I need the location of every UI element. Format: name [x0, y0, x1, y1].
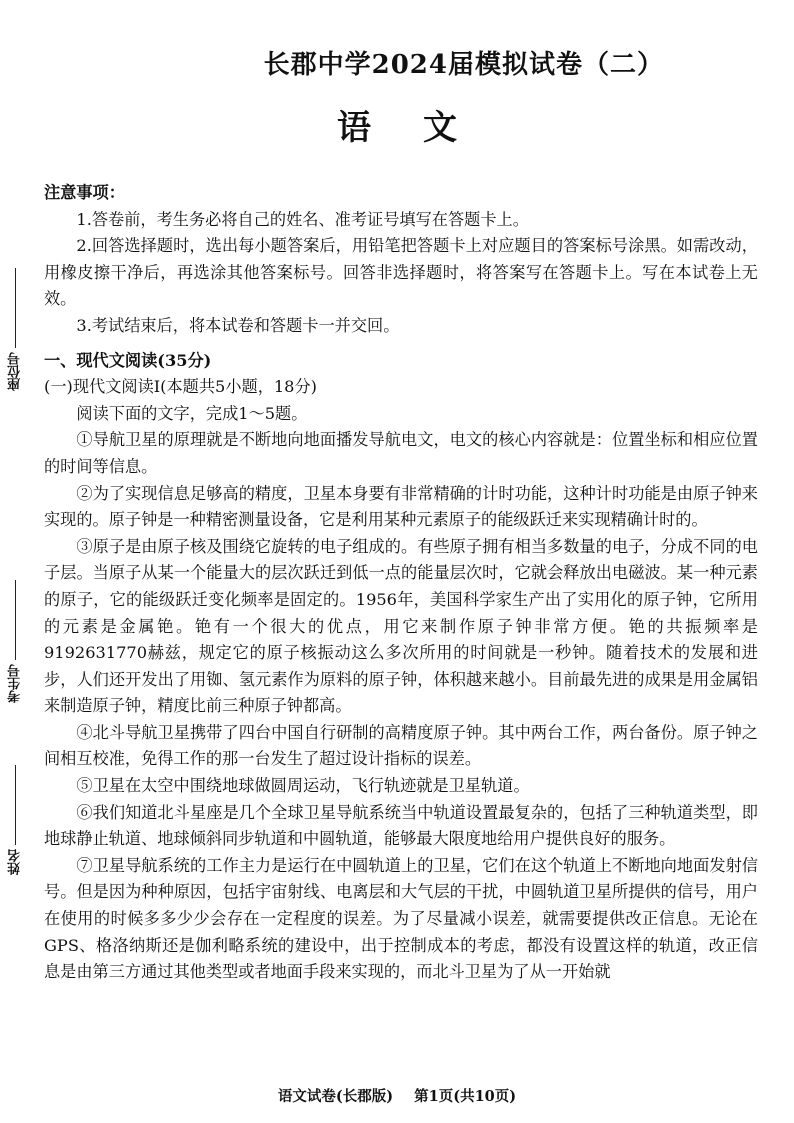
reading-paragraph: ②为了实现信息足够高的精度，卫星本身要有非常精确的计时功能，这种计时功能是由原子钟来实现的。原子钟是一种精密测量设备，它是利用某种元素原子的能级跃迁来实现精确计时的。	[44, 483, 758, 530]
reading-paragraph: ①导航卫星的原理就是不断地向地面播发导航电文，电文的核心内容就是：位置坐标和相应位置的时间等信息。	[44, 430, 758, 476]
name-underline	[15, 765, 16, 845]
reading-paragraph: ④北斗导航卫星携带了四台中国自行研制的高精度原子钟。其中两台工作，两台备份。原子钟之间相互校准，免得工作的那一台发生了超过设计指标的误差。	[44, 722, 758, 769]
seat-label-text: 座位号	[8, 352, 23, 391]
subject-title: 语文	[337, 108, 509, 148]
margin-exam-no-label	[6, 580, 25, 703]
section-sub-heading: (一)现代文阅读Ⅰ(本题共5小题，18分)	[44, 377, 317, 397]
page-footer	[0, 1085, 794, 1106]
section-heading: 一、现代文阅读(35分)	[44, 350, 212, 370]
reading-paragraph: ⑦卫星导航系统的工作主力是运行在中圆轨道上的卫星，它们在这个轨道上不断地向地面发射信号。但是因为种种原因，包括宇宙射线、电离层和大气层的干扰，中圆轨道卫星所提供的信号，用户在使用的时候多多少少会存在一定程度的误差。为了尽量减小误差，就需要提供改正信息。无论在GPS、格洛纳斯还是伽利略系统的建设中，出于控制成本的考虑，都没有设置这样的轨道，改正信息是由第三方通过其他类型或者地面手段来实现的，而北斗卫星为了从一开始就	[44, 855, 758, 982]
reading-paragraph: ⑤卫星在太空中围绕地球做圆周运动，飞行轨迹就是卫星轨道。	[76, 776, 530, 796]
reading-instruction: 阅读下面的文字，完成1～5题。	[76, 403, 308, 423]
exam-no-label-text: 考生号	[8, 664, 23, 703]
notice-item: 2.回答选择题时，选出每小题答案后，用铅笔把答题卡上对应题目的答案标号涂黑。如需改动，用橡皮擦干净后，再选涂其他答案标号。回答非选择题时，将答案写在答题卡上。写在本试卷上无效。	[44, 236, 758, 309]
footer-page-number: 第1页(共10页)	[414, 1088, 517, 1105]
reading-paragraph: ③原子是由原子核及围绕它旋转的电子组成的。有些原子拥有相当多数量的电子，分成不同的电子层。当原子从某一个能量大的层次跃迁到低一点的能量层次时，它就会释放出电磁波。某一种元素的原子，它的能级跃迁变化频率是固定的。1956年，美国科学家生产出了实用化的原子钟，它所用的元素是金属铯。铯有一个很大的优点，用它来制作原子钟非常方便。铯的共振频率是9192631770赫兹，规定它的原子核振动这么多次所用的时间就是一秒钟。随着技术的发展和进步，人们还开发出了用铷、氢元素作为原料的原子钟，体积越来越小。目前最先进的成果是用金属铝来制造原子钟，精度比前三种原子钟都高。	[44, 536, 758, 716]
footer-paper-name: 语文试卷(长郡版)	[277, 1088, 394, 1105]
exam-no-underline	[15, 580, 16, 660]
seat-underline	[15, 268, 16, 348]
notice-heading: 注意事项：	[44, 183, 125, 202]
exam-title: 长郡中学2024届模拟试卷（二）	[263, 50, 664, 80]
notice-item: 3.考试结束后，将本试卷和答题卡一并交回。	[76, 315, 400, 335]
reading-paragraph: ⑥我们知道北斗星座是几个全球卫星导航系统当中轨道设置最复杂的，包括了三种轨道类型，即地球静止轨道、地球倾斜同步轨道和中圆轨道，能够最大限度地给用户提供良好的服务。	[44, 802, 758, 849]
notice-item: 1.答卷前，考生务必将自己的姓名、准考证号填写在答题卡上。	[76, 209, 529, 229]
margin-name-label	[6, 765, 25, 875]
exam-content	[44, 180, 758, 986]
margin-seat-label	[6, 268, 25, 391]
name-label-text: 姓名	[8, 849, 23, 875]
